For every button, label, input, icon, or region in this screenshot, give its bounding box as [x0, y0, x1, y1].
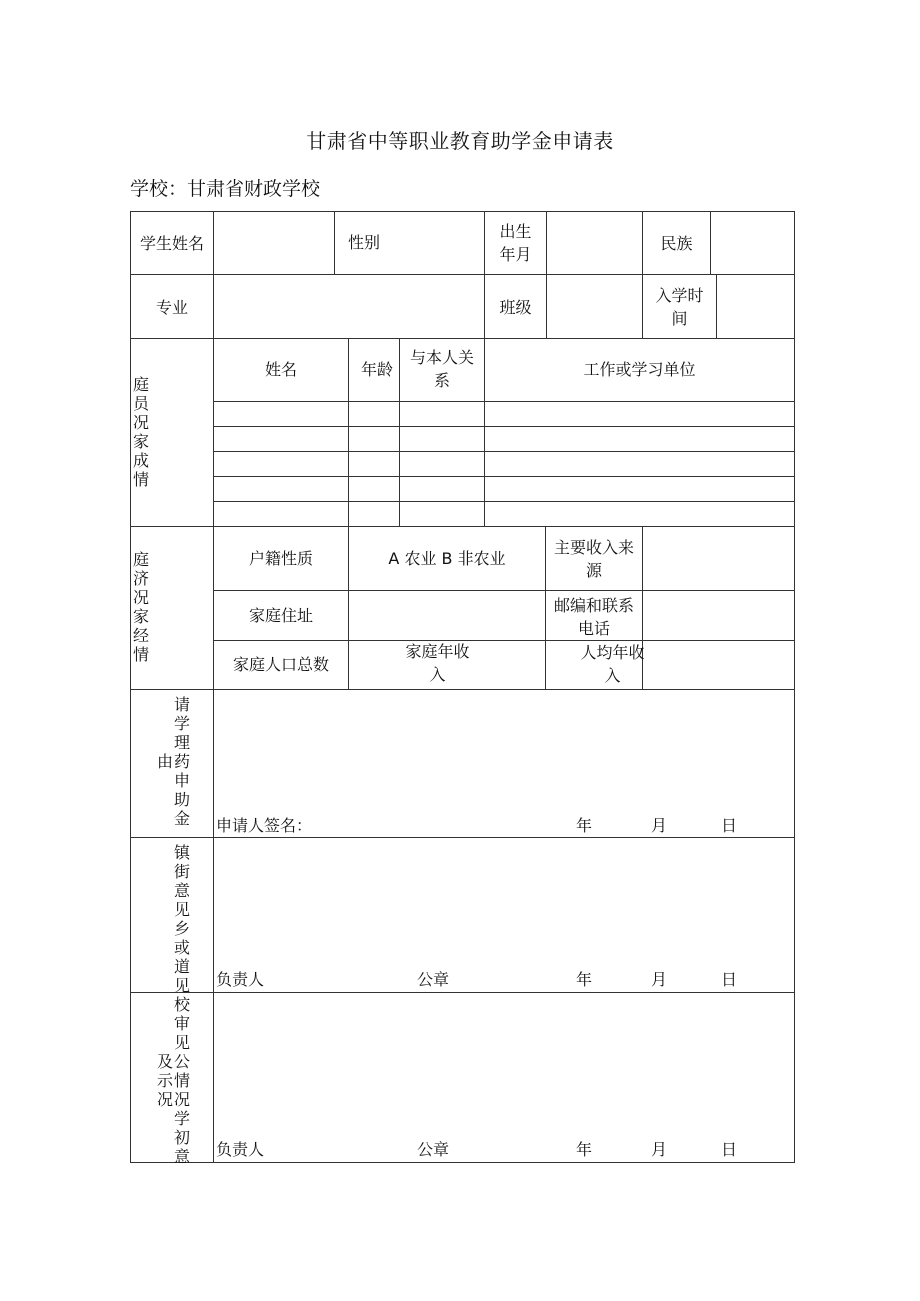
- gender-label: 性别: [348, 233, 381, 252]
- member-relation-header: 与本人关 系: [409, 348, 474, 390]
- township-opinion-field[interactable]: [214, 838, 794, 963]
- township-opinion-label: 镇 街 意 见 乡 或 道 见: [173, 843, 190, 995]
- application-reason-label-left: 由: [156, 752, 173, 771]
- township-day-label: 日: [721, 970, 738, 989]
- enroll-label: 入学时 间: [655, 286, 704, 328]
- hline: [213, 640, 795, 641]
- major-label: 专业: [155, 298, 188, 317]
- household-type-options[interactable]: A 农业 B 非农业: [388, 549, 506, 568]
- hline: [213, 426, 795, 427]
- member-workplace-header: 工作或学习单位: [583, 360, 696, 379]
- application-day-label: 日: [721, 816, 738, 835]
- major-field[interactable]: [214, 275, 484, 338]
- school-year-label: 年: [576, 1140, 593, 1159]
- applicant-signature-label: 申请人签名：: [216, 816, 313, 835]
- member-name-header: 姓名: [264, 360, 297, 379]
- border-bottom: [130, 1162, 795, 1163]
- enroll-field[interactable]: [717, 275, 794, 338]
- hline: [130, 338, 795, 339]
- class-label: 班级: [499, 298, 532, 317]
- hline: [213, 476, 795, 477]
- family-economy-section-label: 庭 济 况 家 经 情: [132, 550, 149, 664]
- birth-label: 出生 年月: [499, 222, 532, 264]
- gender-field[interactable]: [390, 212, 484, 274]
- hline: [213, 401, 795, 402]
- address-label: 家庭住址: [248, 606, 313, 625]
- household-type-label: 户籍性质: [248, 549, 313, 568]
- application-year-label: 年: [576, 816, 593, 835]
- family-members-section-label: 庭 员 况 家 成 情: [132, 375, 149, 489]
- form-title: 甘肃省中等职业教育助学金申请表: [306, 129, 614, 153]
- township-month-label: 月: [651, 970, 668, 989]
- school-month-label: 月: [651, 1140, 668, 1159]
- township-responsible-label: 负责人: [216, 970, 265, 989]
- vline: [348, 338, 349, 527]
- application-month-label: 月: [651, 816, 668, 835]
- school-review-label-left: 及 示 况: [156, 1052, 173, 1109]
- border-right: [794, 211, 795, 1163]
- class-field[interactable]: [547, 275, 642, 338]
- ethnicity-label: 民族: [660, 234, 693, 253]
- hline: [213, 451, 795, 452]
- school-responsible-label: 负责人: [216, 1140, 265, 1159]
- member-age-header: 年龄: [360, 360, 393, 379]
- income-source-field[interactable]: [643, 527, 794, 590]
- per-capita-income-label: 人均年收 入: [580, 643, 645, 685]
- township-year-label: 年: [576, 970, 593, 989]
- address-field[interactable]: [349, 591, 545, 640]
- school-review-label: 校 审 见 公 情 况 学 初 意: [173, 995, 190, 1166]
- birth-field[interactable]: [547, 212, 642, 274]
- ethnicity-field[interactable]: [711, 212, 794, 274]
- school-name: 学校：甘肃省财政学校: [130, 178, 321, 200]
- hline: [213, 501, 795, 502]
- school-day-label: 日: [721, 1140, 738, 1159]
- vline: [334, 211, 335, 275]
- income-source-label: 主要收入来 源: [553, 538, 634, 580]
- school-review-field[interactable]: [214, 993, 794, 1133]
- application-reason-label: 请 学 理 药 申 助 金: [173, 695, 190, 828]
- border-left: [130, 211, 131, 1163]
- annual-income-label: 家庭年收 入: [405, 642, 470, 684]
- postcode-phone-label: 邮编和联系 电话: [553, 596, 634, 638]
- application-reason-field[interactable]: [214, 690, 794, 810]
- postcode-phone-field[interactable]: [643, 591, 794, 640]
- township-seal-label: 公章: [417, 970, 450, 989]
- school-seal-label: 公章: [417, 1140, 450, 1159]
- student-name-label: 学生姓名: [139, 234, 204, 253]
- student-name-field[interactable]: [214, 212, 334, 274]
- household-size-label: 家庭人口总数: [232, 655, 329, 674]
